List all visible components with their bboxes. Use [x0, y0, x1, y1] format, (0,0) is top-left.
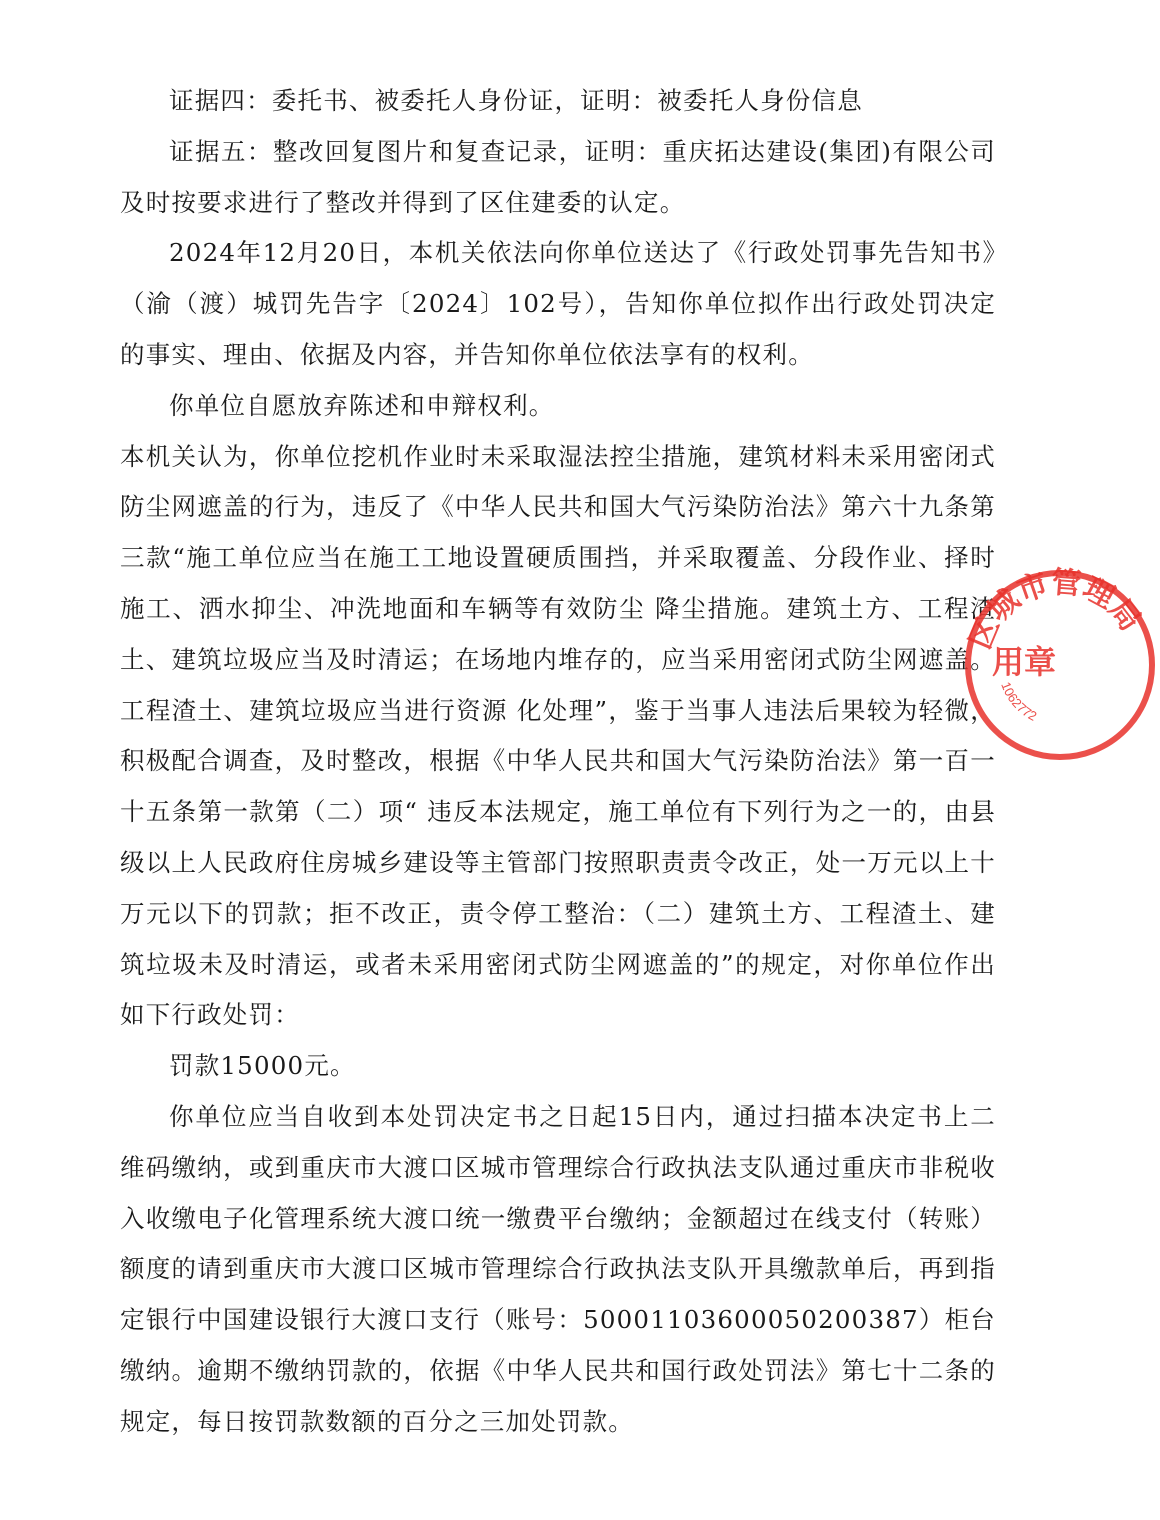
document-body	[120, 76, 996, 1448]
paragraph-fine: 罚款15000元。	[169, 1051, 356, 1081]
paragraph-payment: 你单位应当自收到本处罚决定书之日起15日内，通过扫描本决定书上二维码缴纳，或到重庆市大渡口区城市管理综合行政执法支队通过重庆市非税收入收缴电子化管理系统大渡口统一缴费平台缴纳；金额超过在线支付（转账）额度的请到重庆市大渡口区城市管理综合行政执法支队开具缴款单后，再到指定银行中国建设银行大渡口支行（账号：50001103600050200387）柜台缴纳。逾期不缴纳罚款的，依据《中华人民共和国行政处罚法》第七十二条的规定，每日按罚款数额的百分之三加处罚款。	[120, 1101, 996, 1436]
paragraph-finding: 本机关认为，你单位挖机作业时未采取湿法控尘措施，建筑材料未采用密闭式防尘网遮盖的行为，违反了《中华人民共和国大气污染防治法》第六十九条第三款“施工单位应当在施工工地设置硬质围挡，并采取覆盖、分段作业、择时施工、洒水抑尘、冲洗地面和车辆等有效防尘 降尘措施。建筑土方、工程渣土、建筑垃圾应当及时清运；在场地内堆存的，应当采用密闭式防尘网遮盖。工程渣土、建筑垃圾应当进行资源 化处理”，鉴于当事人违法后果较为轻微，积极配合调查，及时整改，根据《中华人民共和国大气污染防治法》第一百一十五条第一款第（二）项“ 违反本法规定，施工单位有下列行为之一的，由县级以上人民政府住房城乡建设等主管部门按照职责责令改正，处一万元以上十万元以下的罚款；拒不改正，责令停工整治：（二）建筑土方、工程渣土、建筑垃圾未及时清运，或者未采用密闭式防尘网遮盖的”的规定，对你单位作出如下行政处罚：	[120, 441, 996, 1030]
paragraph-waiver: 你单位自愿放弃陈述和申辩权利。	[169, 390, 555, 420]
paragraph-evidence-4: 证据四：委托书、被委托人身份证，证明：被委托人身份信息	[169, 86, 863, 115]
seal-center-text: 用章	[992, 644, 1057, 680]
paragraph-evidence-5: 证据五：整改回复图片和复查记录，证明：重庆拓达建设(集团)有限公司及时按要求进行了整改并得到了区住建委的认定。	[120, 136, 996, 217]
paragraph-notice: 2024年12月20日，本机关依法向你单位送达了《行政处罚事先告知书》（渝（渡）城罚先告字〔2024〕102号），告知你单位拟作出行政处罚决定的事实、理由、依据及内容，并告知你单位依法享有的权利。	[120, 238, 996, 369]
seal-number-text: 1062772	[998, 679, 1040, 724]
seal-arc-text: 区城市管理局	[963, 566, 1147, 654]
official-seal-stamp	[960, 565, 1160, 765]
